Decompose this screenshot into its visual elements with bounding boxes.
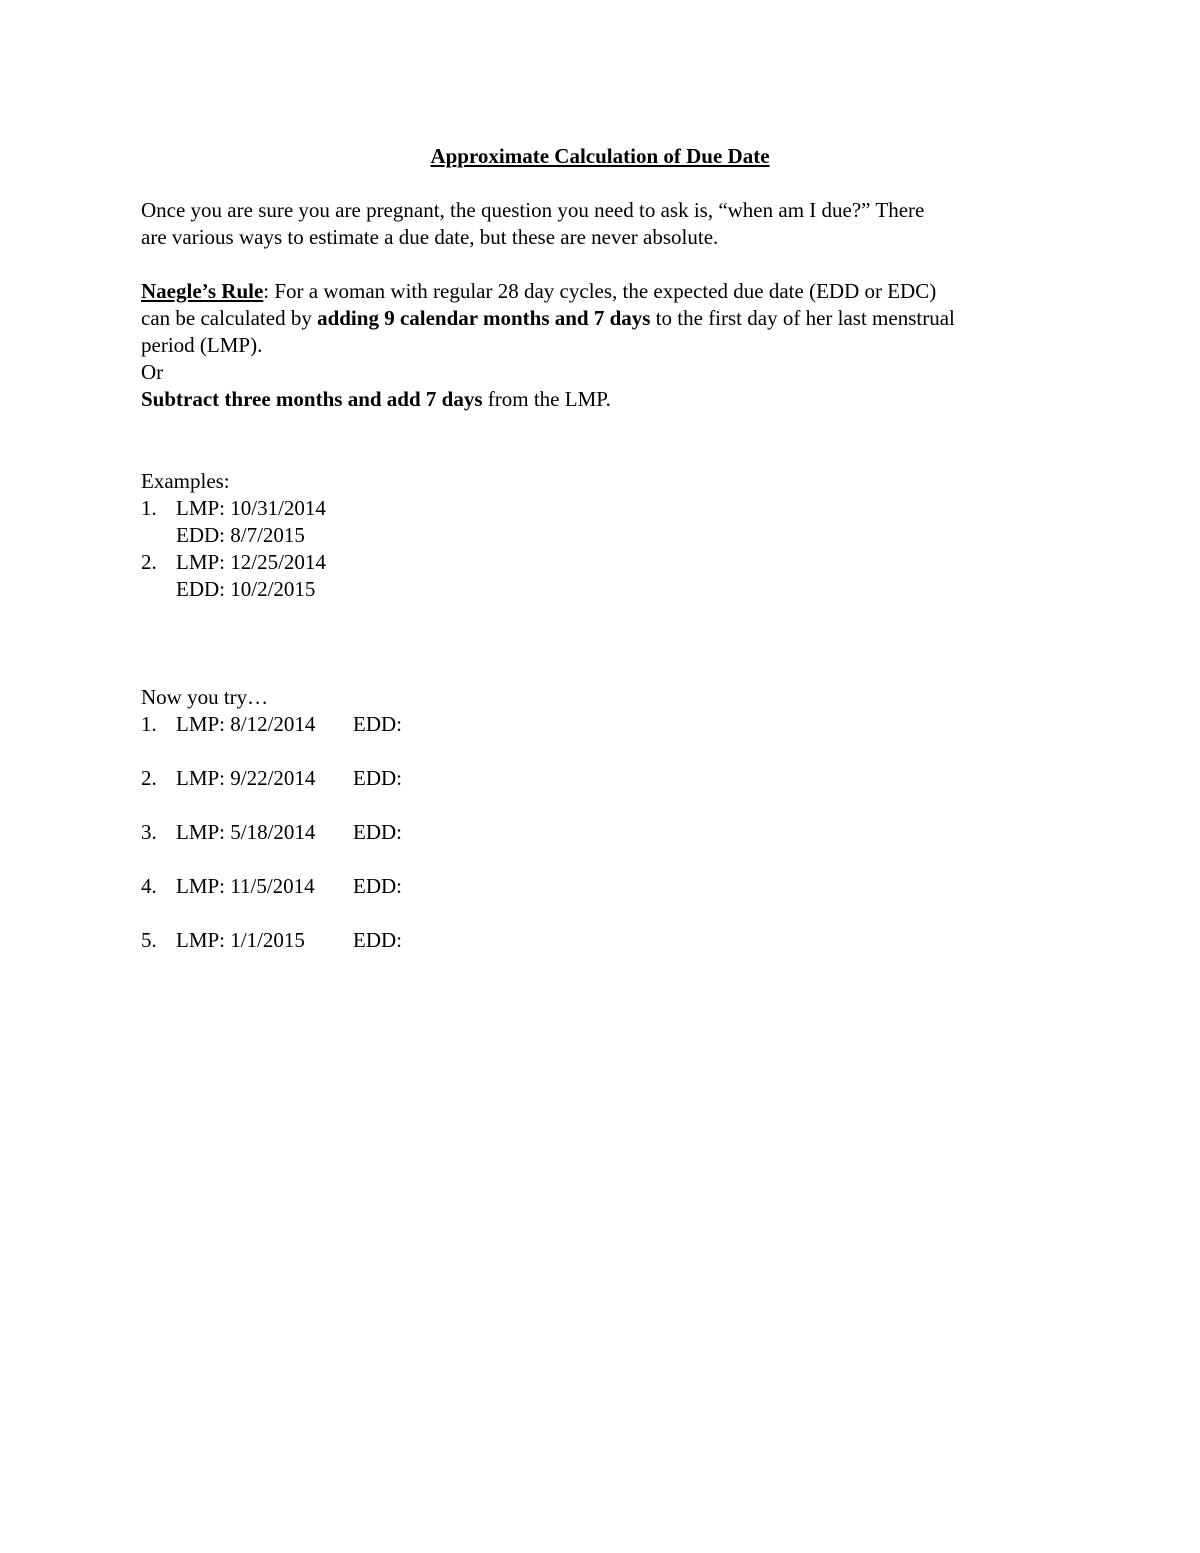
example-lmp: LMP: 12/25/2014	[176, 550, 326, 574]
practice-edd-label: EDD:	[353, 928, 402, 952]
practice-lmp: LMP: 8/12/2014	[176, 712, 316, 736]
practice-lmp: LMP: 5/18/2014	[176, 820, 316, 844]
practice-number: 5.	[141, 928, 157, 952]
document-title: Approximate Calculation of Due Date	[430, 144, 770, 168]
practice-lmp: LMP: 1/1/2015	[176, 928, 305, 952]
practice-item	[141, 873, 1071, 900]
rule-alt-line	[141, 386, 1071, 413]
rule-line-1	[141, 278, 1071, 305]
rule-line-3: period (LMP).	[141, 333, 263, 357]
rule-or: Or	[141, 360, 164, 384]
examples-section	[141, 468, 1071, 603]
practice-item	[141, 927, 1071, 954]
practice-edd-label: EDD:	[353, 820, 402, 844]
intro-paragraph	[141, 197, 1071, 251]
example-item-edd	[141, 576, 1071, 603]
practice-edd-label: EDD:	[353, 874, 402, 898]
practice-section	[141, 684, 1071, 711]
example-number: 1.	[141, 496, 157, 520]
practice-edd-label: EDD:	[353, 712, 402, 736]
rule-line-2-bold: adding 9 calendar months and 7 days	[317, 306, 651, 330]
practice-number: 4.	[141, 874, 157, 898]
practice-number: 2.	[141, 766, 157, 790]
example-edd: EDD: 8/7/2015	[176, 523, 305, 547]
example-number: 2.	[141, 550, 157, 574]
intro-line-1: Once you are sure you are pregnant, the question you need to ask is, “when am I due?” There	[141, 198, 925, 222]
intro-line-2: are various ways to estimate a due date, but these are never absolute.	[141, 225, 719, 249]
practice-lmp: LMP: 9/22/2014	[176, 766, 316, 790]
rule-line-1-text: : For a woman with regular 28 day cycles, the expected due date (EDD or EDC)	[263, 279, 937, 303]
practice-item	[141, 711, 1071, 738]
practice-number: 3.	[141, 820, 157, 844]
practice-item	[141, 765, 1071, 792]
example-item-lmp	[141, 549, 1071, 576]
example-item-edd	[141, 522, 1071, 549]
practice-item	[141, 819, 1071, 846]
examples-heading: Examples:	[141, 469, 230, 493]
practice-edd-label: EDD:	[353, 766, 402, 790]
rule-alt-text: from the LMP.	[482, 387, 611, 411]
example-edd: EDD: 10/2/2015	[176, 577, 316, 601]
practice-heading: Now you try…	[141, 685, 269, 709]
example-item-lmp	[141, 495, 1071, 522]
practice-number: 1.	[141, 712, 157, 736]
rule-line-2	[141, 305, 1071, 332]
practice-lmp: LMP: 11/5/2014	[176, 874, 315, 898]
example-lmp: LMP: 10/31/2014	[176, 496, 326, 520]
rule-name: Naegle’s Rule	[141, 279, 264, 303]
rule-alt-bold: Subtract three months and add 7 days	[141, 387, 483, 411]
rule-paragraph	[141, 278, 1071, 413]
rule-line-2-post: to the first day of her last menstrual	[650, 306, 955, 330]
rule-line-2-pre: can be calculated by	[141, 306, 318, 330]
